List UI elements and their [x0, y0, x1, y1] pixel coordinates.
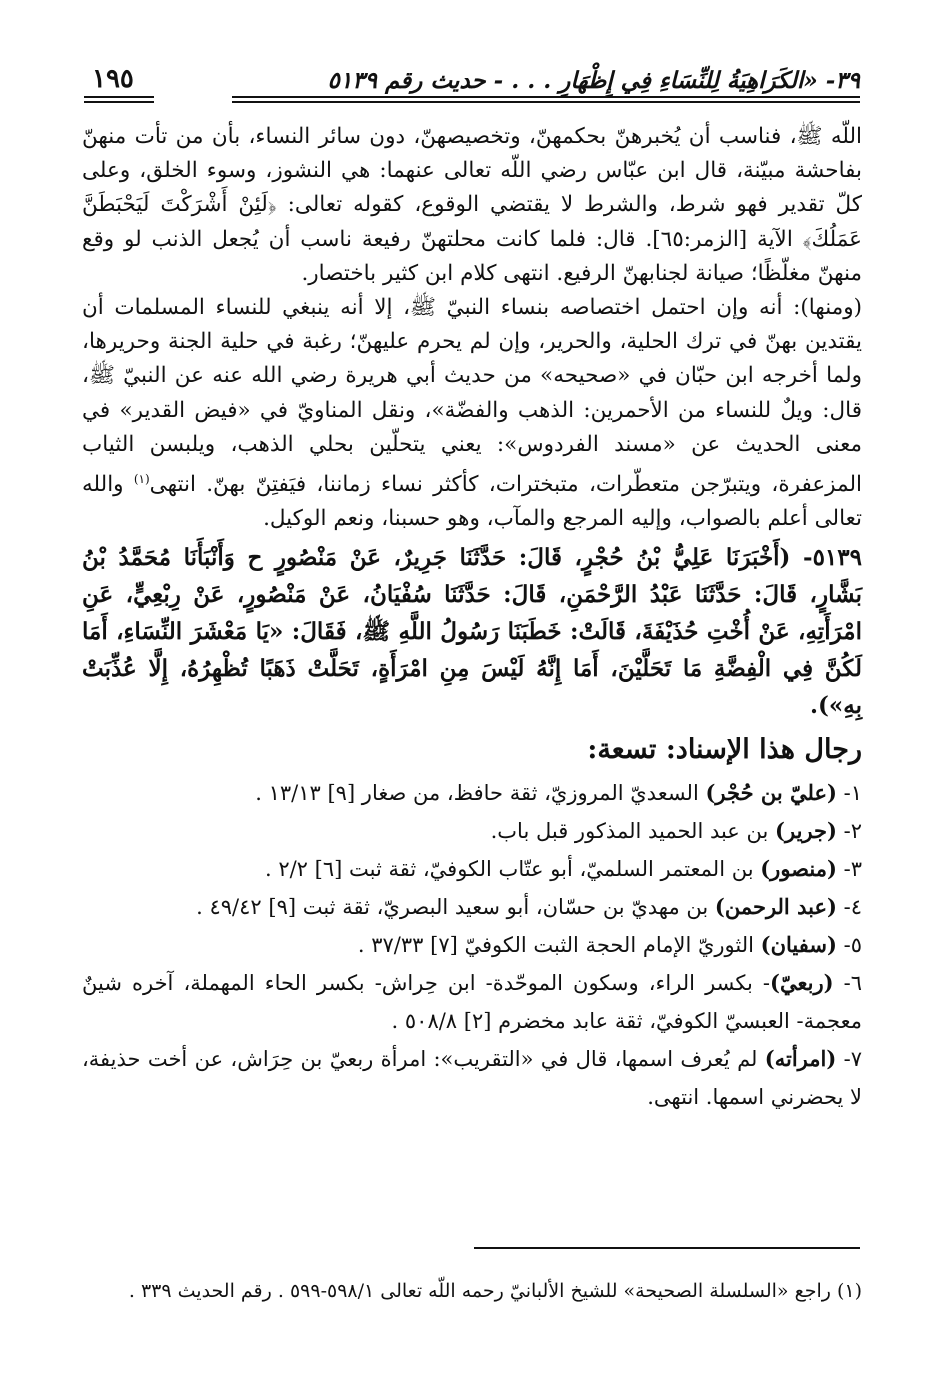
narrator-number: ٧- [843, 1046, 862, 1071]
body-text [82, 120, 862, 1116]
narrator-name: (جرير) [775, 817, 837, 843]
narrator-description: بن المعتمر السلميّ، أبو عتّاب الكوفيّ، ثقة ثبت [٦] ٢/٢ . [264, 856, 754, 881]
narrator-item [82, 1040, 862, 1116]
narrator-item [82, 774, 862, 812]
narrator-name: (منصور) [760, 855, 837, 881]
commentary-paragraph-2 [82, 291, 862, 537]
narrator-description: السعديّ المروزيّ، ثقة حافظ، من صغار [٩] ١٣/١٣ . [255, 780, 699, 805]
header-rule-double [232, 101, 860, 103]
page-number: ١٩٥ [92, 64, 134, 94]
narrator-description: لم يُعرف اسمها، قال في «التقريب»: امرأة ربعيّ بن حِرَاش، عن أخت حذيفة، لا يحضرني اسمها. انتهى. [82, 1046, 862, 1109]
narrator-item [82, 812, 862, 850]
narrator-name: (عبد الرحمن) [714, 893, 837, 919]
narrator-number: ١- [843, 780, 862, 805]
footnote-marker: (١) [133, 472, 150, 487]
narrator-description: بن عبد الحميد المذكور قبل باب. [490, 818, 769, 843]
narrator-number: ٤- [843, 894, 862, 919]
narrator-item [82, 850, 862, 888]
footnote-rule [474, 1247, 860, 1249]
commentary-paragraph-1: اللّه ﷺ، فناسب أن يُخبرهنّ بحكمهنّ، وتخصيصهنّ، دون سائر النساء، بأن من تأت منهنّ بفاحشة مبيّنة، قال ابن عبّاس رضي اللّه تعالى عنهما: هي النشوز، وسوء الخلق، وعلى كلّ تقدير فهو شرط، والشرط لا يقتضي الوقوع، كقوله تعالى: ﴿لَئِنْ أَشْرَكْتَ لَيَحْبَطَنَّ عَمَلُكَ﴾ الآية [الزمر:٦٥]. قال: فلما كانت محلتهنّ رفيعة ناسب أن يُجعل الذنب لو وقع منهنّ مغلّظًا؛ صيانة لجنابهنّ الرفيع. انتهى كلام ابن كثير باختصار. [82, 124, 862, 286]
paragraph-2-text: (ومنها): أنه وإن احتمل اختصاصه بنساء النبيّ ﷺ، إلا أنه ينبغي للنساء المسلمات أن يقتدين بهنّ في ترك الحلية، والحرير، وإن لم يحرم عليهنّ؛ رغبة في حلية الجنة وحريرها، ولما أخرجه ابن حبّان في «صحيحه» من حديث أبي هريرة رضي الله عنه عن النبيّ ﷺ، قال: ويلٌ للنساء من الأحمرين: الذهب والفضّة»، ونقل المناويّ في «فيض القدير» في معنى الحديث عن «مسند الفردوس»: يعني يتحلّين بحلي الذهب، ويلبسن الثياب المزعفرة، ويتبرّجن متعطّرات، متبخترات، كأكثر نساء زماننا، فيَفتِنّ بهنّ. انتهى [82, 295, 862, 498]
header-title: ٣٩- «الكَرَاهِيَةُ لِلنِّسَاءِ فِي إِظْهَارِ . . . - حديث رقم ٥١٣٩ [327, 67, 860, 94]
narrator-number: ٥- [843, 932, 862, 957]
narrator-description: بن مهديّ بن حسّان، أبو سعيد البصريّ، ثقة ثبت [٩] ٤٩/٤٢ . [196, 894, 709, 919]
narrator-description: - بكسر الراء، وسكون الموحّدة- ابن حِراش- بكسر الحاء المهملة، آخره شينٌ معجمة- العبسيّ الكوفيّ، ثقة عابد مخضرم [٢] ٥٠٨/٨ . [82, 970, 862, 1033]
running-header [84, 58, 860, 94]
narrator-item [82, 888, 862, 926]
narrator-number: ٦- [843, 970, 862, 995]
narrator-name: (سفيان) [760, 931, 837, 957]
narrator-name: (ربعيّ) [770, 969, 834, 995]
narrator-name: (عليّ بن حُجْر) [705, 779, 837, 805]
narrator-item [82, 926, 862, 964]
paragraph-3-text: والله تعالى أعلم بالصواب، وإليه المرجع والمآب، وهو حسبنا، ونعم الوكيل. [82, 472, 862, 532]
narrator-item [82, 964, 862, 1040]
section-heading: رجال هذا الإسناد: تسعة: [587, 733, 862, 765]
page-number-rule-double [84, 101, 154, 103]
footnote: (١) راجع «السلسلة الصحيحة» للشيخ الألبانيّ رحمه اللّه تعالى ٥٩٨/١-٥٩٩ . رقم الحديث ٣٣٩ . [128, 1280, 862, 1302]
narrator-description: الثوريّ الإمام الحجة الثبت الكوفيّ [٧] ٣٧/٣٣ . [357, 932, 754, 957]
narrator-number: ٣- [843, 856, 862, 881]
narrator-name: (امرأته) [764, 1045, 837, 1071]
page-number-rule [84, 96, 154, 98]
hadith-text: ٥١٣٩- (أَخْبَرَنَا عَلِيُّ بْنُ حُجْرٍ، قَالَ: حَدَّثَنَا جَرِيرٌ، عَنْ مَنْصُورٍ ح وَأَنْبَأَنَا مُحَمَّدُ بْنُ بَشَّارٍ، قَالَ: حَدَّثَنَا عَبْدُ الرَّحْمَنِ، قَالَ: حَدَّثَنَا سُفْيَانُ، عَنْ مَنْصُورٍ، عَنْ رِبْعِيٍّ، عَنِ امْرَأَتِهِ، عَنْ أُخْتِ حُذَيْفَةَ، قَالَتْ: خَطَبَنَا رَسُولُ اللَّهِ ﷺ، فَقَالَ: «يَا مَعْشَرَ النِّسَاءِ، أَمَا لَكُنَّ فِي الْفِضَّةِ مَا تَحَلَّيْنَ، أَمَا إِنَّهُ لَيْسَ مِنِ امْرَأَةٍ، تَحَلَّتْ ذَهَبًا تُظْهِرُهُ، إِلَّا عُذِّبَتْ بِهِ»). [82, 543, 862, 719]
narrator-number: ٢- [843, 818, 862, 843]
header-rule [232, 96, 860, 98]
narrator-list [82, 774, 862, 1116]
